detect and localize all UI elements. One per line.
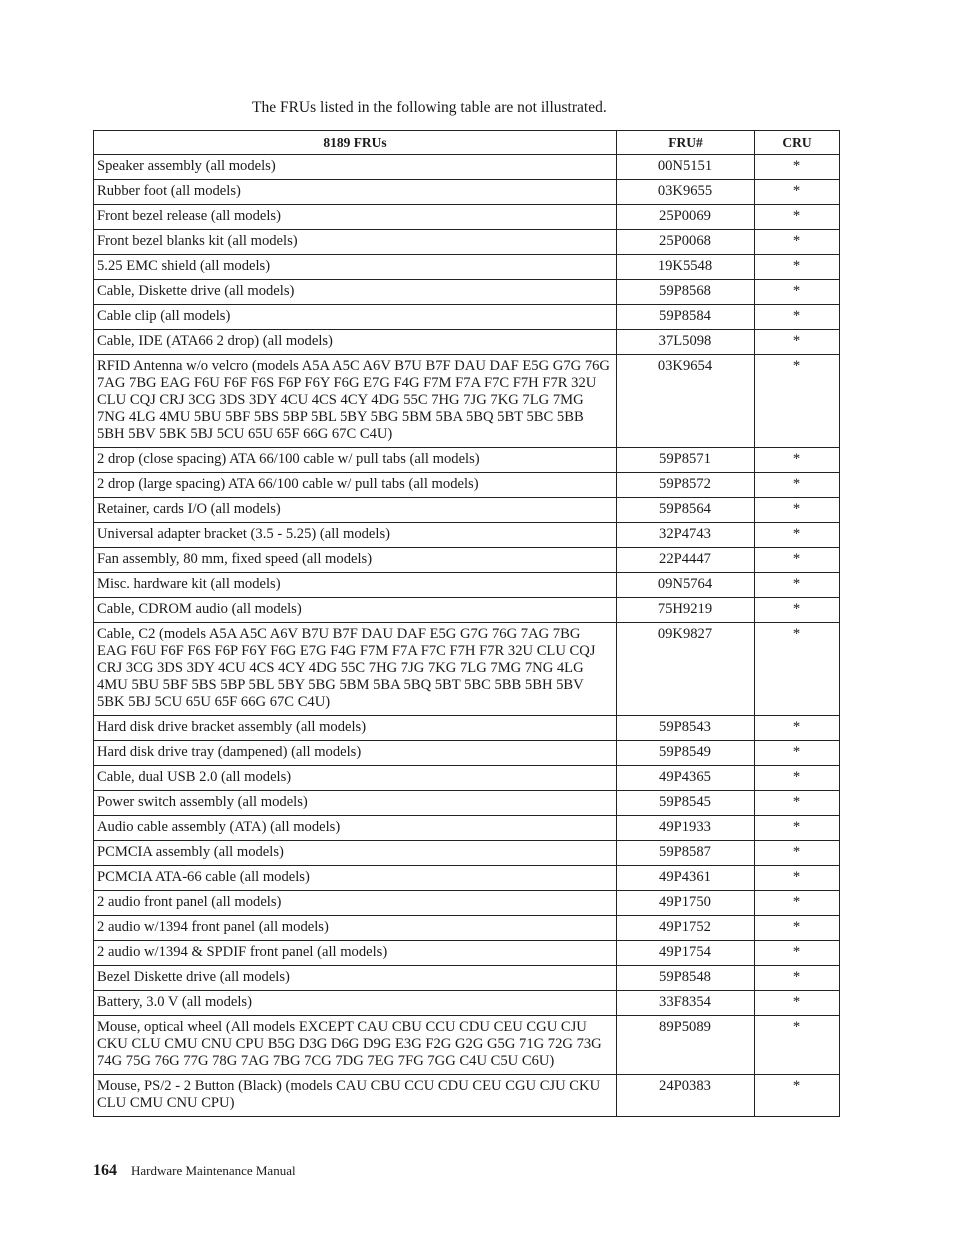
cru-marker: * xyxy=(755,741,840,766)
page-footer xyxy=(93,1162,296,1180)
table-row xyxy=(94,155,840,180)
table-row xyxy=(94,1075,840,1117)
table-row xyxy=(94,280,840,305)
fru-number: 49P1754 xyxy=(617,941,755,966)
cru-marker: * xyxy=(755,623,840,716)
part-description: Hard disk drive bracket assembly (all models) xyxy=(94,716,617,741)
part-description: Hard disk drive tray (dampened) (all models) xyxy=(94,741,617,766)
table-row xyxy=(94,991,840,1016)
table-row xyxy=(94,916,840,941)
fru-number: 03K9655 xyxy=(617,180,755,205)
cru-marker: * xyxy=(755,941,840,966)
fru-number: 59P8568 xyxy=(617,280,755,305)
cru-marker: * xyxy=(755,766,840,791)
table-row xyxy=(94,791,840,816)
cru-marker: * xyxy=(755,816,840,841)
cru-marker: * xyxy=(755,791,840,816)
part-description: Cable, CDROM audio (all models) xyxy=(94,598,617,623)
table-row xyxy=(94,741,840,766)
table-row xyxy=(94,941,840,966)
fru-number: 09N5764 xyxy=(617,573,755,598)
fru-number: 59P8564 xyxy=(617,498,755,523)
table-row xyxy=(94,473,840,498)
part-description: PCMCIA assembly (all models) xyxy=(94,841,617,866)
part-description: Front bezel blanks kit (all models) xyxy=(94,230,617,255)
part-description: Cable, Diskette drive (all models) xyxy=(94,280,617,305)
table-row xyxy=(94,966,840,991)
table-row xyxy=(94,305,840,330)
column-header-cru: CRU xyxy=(755,131,840,155)
part-description: Misc. hardware kit (all models) xyxy=(94,573,617,598)
part-description: Bezel Diskette drive (all models) xyxy=(94,966,617,991)
cru-marker: * xyxy=(755,448,840,473)
intro-text: The FRUs listed in the following table are not illustrated. xyxy=(252,99,607,116)
fru-number: 59P8584 xyxy=(617,305,755,330)
table-row xyxy=(94,891,840,916)
part-description: 2 audio w/1394 & SPDIF front panel (all models) xyxy=(94,941,617,966)
part-description: Mouse, optical wheel (All models EXCEPT CAU CBU CCU CDU CEU CGU CJU CKU CLU CMU CNU CPU B5G D3G D6G D9G E3G F2G G2G G5G 71G 72G 73G 74G 75G 76G 77G 78G 7AG 7BG 7CG 7DG 7EG 7FG 7GG C4U C5U C6U) xyxy=(94,1016,617,1075)
table-row xyxy=(94,573,840,598)
manual-title: Hardware Maintenance Manual xyxy=(131,1163,296,1178)
part-description: 2 audio w/1394 front panel (all models) xyxy=(94,916,617,941)
cru-marker: * xyxy=(755,1016,840,1075)
fru-number: 09K9827 xyxy=(617,623,755,716)
part-description: Cable clip (all models) xyxy=(94,305,617,330)
cru-marker: * xyxy=(755,498,840,523)
cru-marker: * xyxy=(755,891,840,916)
table-row xyxy=(94,180,840,205)
fru-number: 75H9219 xyxy=(617,598,755,623)
part-description: Cable, dual USB 2.0 (all models) xyxy=(94,766,617,791)
fru-table-body xyxy=(94,155,840,1117)
fru-number: 19K5548 xyxy=(617,255,755,280)
cru-marker: * xyxy=(755,523,840,548)
fru-number: 59P8587 xyxy=(617,841,755,866)
cru-marker: * xyxy=(755,180,840,205)
part-description: RFID Antenna w/o velcro (models A5A A5C A6V B7U B7F DAU DAF E5G G7G 76G 7AG 7BG EAG F6U F6F F6S F6P F6Y F6G E7G F4G F7M F7A F7C F7H F7R 32U CLU CQJ CRJ 3CG 3DS 3DY 4CU 4CS 4CY 4DG 55C 7HG 7JG 7KG 7LG 7MG 7NG 4LG 4MU 5BU 5BF 5BS 5BP 5BL 5BY 5BG 5BM 5BA 5BQ 5BT 5BC 5BB 5BH 5BV 5BK 5BJ 5CU 65U 65F 66G 67C C4U) xyxy=(94,355,617,448)
cru-marker: * xyxy=(755,330,840,355)
cru-marker: * xyxy=(755,255,840,280)
part-description: Fan assembly, 80 mm, fixed speed (all models) xyxy=(94,548,617,573)
table-row xyxy=(94,841,840,866)
part-description: 2 drop (large spacing) ATA 66/100 cable w/ pull tabs (all models) xyxy=(94,473,617,498)
part-description: Audio cable assembly (ATA) (all models) xyxy=(94,816,617,841)
table-row xyxy=(94,255,840,280)
table-header-row xyxy=(94,131,840,155)
cru-marker: * xyxy=(755,1075,840,1117)
fru-number: 49P4361 xyxy=(617,866,755,891)
fru-number: 49P1752 xyxy=(617,916,755,941)
cru-marker: * xyxy=(755,716,840,741)
fru-number: 49P1750 xyxy=(617,891,755,916)
column-header-fru-number: FRU# xyxy=(617,131,755,155)
part-description: Retainer, cards I/O (all models) xyxy=(94,498,617,523)
fru-number: 24P0383 xyxy=(617,1075,755,1117)
part-description: 2 drop (close spacing) ATA 66/100 cable w/ pull tabs (all models) xyxy=(94,448,617,473)
cru-marker: * xyxy=(755,305,840,330)
table-row xyxy=(94,623,840,716)
fru-number: 03K9654 xyxy=(617,355,755,448)
table-row xyxy=(94,716,840,741)
cru-marker: * xyxy=(755,548,840,573)
cru-marker: * xyxy=(755,155,840,180)
cru-marker: * xyxy=(755,841,840,866)
page-number: 164 xyxy=(93,1162,117,1179)
table-row xyxy=(94,766,840,791)
part-description: Battery, 3.0 V (all models) xyxy=(94,991,617,1016)
cru-marker: * xyxy=(755,230,840,255)
fru-number: 00N5151 xyxy=(617,155,755,180)
table-row xyxy=(94,355,840,448)
fru-number: 25P0069 xyxy=(617,205,755,230)
cru-marker: * xyxy=(755,866,840,891)
fru-number: 59P8543 xyxy=(617,716,755,741)
part-description: 2 audio front panel (all models) xyxy=(94,891,617,916)
cru-marker: * xyxy=(755,966,840,991)
fru-number: 37L5098 xyxy=(617,330,755,355)
cru-marker: * xyxy=(755,573,840,598)
part-description: Rubber foot (all models) xyxy=(94,180,617,205)
fru-number: 59P8571 xyxy=(617,448,755,473)
fru-number: 49P4365 xyxy=(617,766,755,791)
part-description: Universal adapter bracket (3.5 - 5.25) (all models) xyxy=(94,523,617,548)
table-row xyxy=(94,866,840,891)
fru-number: 25P0068 xyxy=(617,230,755,255)
table-row xyxy=(94,523,840,548)
cru-marker: * xyxy=(755,598,840,623)
cru-marker: * xyxy=(755,205,840,230)
table-row xyxy=(94,230,840,255)
cru-marker: * xyxy=(755,916,840,941)
cru-marker: * xyxy=(755,280,840,305)
fru-number: 59P8549 xyxy=(617,741,755,766)
cru-marker: * xyxy=(755,991,840,1016)
table-row xyxy=(94,1016,840,1075)
table-row xyxy=(94,598,840,623)
fru-number: 59P8548 xyxy=(617,966,755,991)
part-description: Cable, C2 (models A5A A5C A6V B7U B7F DAU DAF E5G G7G 76G 7AG 7BG EAG F6U F6F F6S F6P F6Y F6G E7G F4G F7M F7A F7C F7H F7R 32U CLU CQJ CRJ 3CG 3DS 3DY 4CU 4CS 4CY 4DG 55C 7HG 7JG 7KG 7LG 7MG 7NG 4LG 4MU 5BU 5BF 5BS 5BP 5BL 5BY 5BG 5BM 5BA 5BQ 5BT 5BC 5BB 5BH 5BV 5BK 5BJ 5CU 65U 65F 66G 67C C4U) xyxy=(94,623,617,716)
fru-number: 59P8572 xyxy=(617,473,755,498)
part-description: PCMCIA ATA-66 cable (all models) xyxy=(94,866,617,891)
fru-table xyxy=(93,130,840,1117)
table-row xyxy=(94,498,840,523)
fru-number: 22P4447 xyxy=(617,548,755,573)
fru-number: 59P8545 xyxy=(617,791,755,816)
part-description: Front bezel release (all models) xyxy=(94,205,617,230)
table-row xyxy=(94,816,840,841)
column-header-description: 8189 FRUs xyxy=(94,131,617,155)
table-row xyxy=(94,205,840,230)
part-description: Speaker assembly (all models) xyxy=(94,155,617,180)
table-row xyxy=(94,448,840,473)
part-description: 5.25 EMC shield (all models) xyxy=(94,255,617,280)
cru-marker: * xyxy=(755,473,840,498)
fru-number: 32P4743 xyxy=(617,523,755,548)
fru-number: 49P1933 xyxy=(617,816,755,841)
fru-number: 89P5089 xyxy=(617,1016,755,1075)
fru-number: 33F8354 xyxy=(617,991,755,1016)
part-description: Cable, IDE (ATA66 2 drop) (all models) xyxy=(94,330,617,355)
table-row xyxy=(94,548,840,573)
cru-marker: * xyxy=(755,355,840,448)
table-row xyxy=(94,330,840,355)
part-description: Power switch assembly (all models) xyxy=(94,791,617,816)
part-description: Mouse, PS/2 - 2 Button (Black) (models CAU CBU CCU CDU CEU CGU CJU CKU CLU CMU CNU CPU) xyxy=(94,1075,617,1117)
